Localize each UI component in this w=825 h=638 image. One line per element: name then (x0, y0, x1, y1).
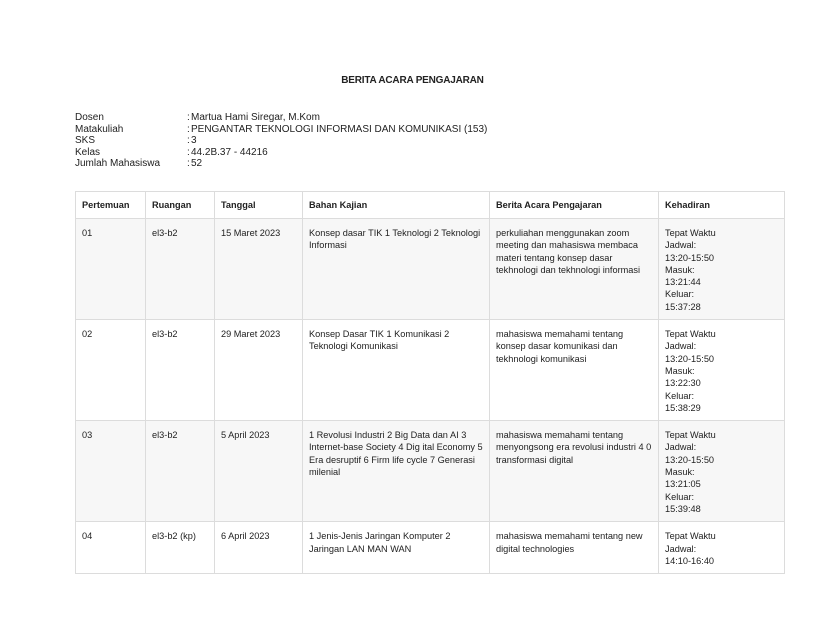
info-colon: : (187, 146, 190, 158)
kehadiran-line: Keluar: (665, 491, 695, 502)
info-value: 52 (191, 158, 203, 170)
cell-berita-acara: mahasiswa memahami tentang menyongsong era revolusi industri 4 0 transformasi digital (490, 421, 659, 522)
cell-kehadiran (659, 522, 785, 574)
header-bahan-kajian: Bahan Kajian (303, 192, 490, 219)
cell-kehadiran (659, 320, 785, 421)
teaching-record-table (75, 191, 785, 574)
kehadiran-line: 14:10-16:40 (665, 555, 715, 566)
kehadiran-line: Masuk: (665, 365, 695, 376)
info-label: SKS (75, 135, 96, 147)
header-tanggal: Tanggal (215, 192, 303, 219)
kehadiran-line: 13:20-15:50 (665, 353, 715, 364)
table-row (76, 522, 785, 574)
cell-tanggal: 5 April 2023 (215, 421, 303, 522)
cell-pertemuan: 01 (76, 219, 146, 320)
info-label: Kelas (75, 146, 101, 158)
header-berita-acara: Berita Acara Pengajaran (490, 192, 659, 219)
cell-ruangan: el3-b2 (146, 320, 215, 421)
info-row-kelas (75, 147, 487, 159)
cell-ruangan: el3-b2 (kp) (146, 522, 215, 574)
info-row-jumlah-mahasiswa (75, 158, 487, 170)
info-colon: : (187, 158, 190, 170)
info-colon: : (187, 112, 190, 123)
kehadiran-line: Jadwal: (665, 240, 697, 251)
info-value: Martua Hami Siregar, M.Kom (191, 112, 320, 123)
kehadiran-status: Tepat Waktu (665, 531, 716, 542)
document-title: BERITA ACARA PENGAJARAN (341, 75, 484, 86)
table-row (76, 421, 785, 522)
kehadiran-status: Tepat Waktu (665, 329, 716, 340)
info-row-sks (75, 135, 487, 147)
header-pertemuan: Pertemuan (76, 192, 146, 219)
info-value: 3 (191, 135, 197, 147)
table-header-row (76, 192, 785, 219)
info-row-dosen (75, 112, 487, 124)
kehadiran-line: 15:37:28 (665, 301, 701, 312)
cell-tanggal: 6 April 2023 (215, 522, 303, 574)
header-kehadiran: Kehadiran (659, 192, 785, 219)
kehadiran-line: 15:38:29 (665, 402, 701, 413)
kehadiran-line: Keluar: (665, 289, 695, 300)
kehadiran-line: Masuk: (665, 467, 695, 478)
cell-ruangan: el3-b2 (146, 421, 215, 522)
cell-pertemuan: 04 (76, 522, 146, 574)
kehadiran-line: 15:39:48 (665, 503, 701, 514)
kehadiran-line: Jadwal: (665, 543, 697, 554)
table-row (76, 219, 785, 320)
cell-ruangan: el3-b2 (146, 219, 215, 320)
kehadiran-line: 13:20-15:50 (665, 252, 715, 263)
cell-pertemuan: 03 (76, 421, 146, 522)
cell-bahan-kajian: Konsep dasar TIK 1 Teknologi 2 Teknologi Informasi (303, 219, 490, 320)
info-value: 44.2B.37 - 44216 (191, 146, 268, 158)
kehadiran-status: Tepat Waktu (665, 430, 716, 441)
course-info (75, 112, 487, 170)
kehadiran-line: 13:20-15:50 (665, 454, 715, 465)
cell-bahan-kajian: Konsep Dasar TIK 1 Komunikasi 2 Teknologi Komunikasi (303, 320, 490, 421)
kehadiran-line: Masuk: (665, 264, 695, 275)
kehadiran-line: 13:21:44 (665, 277, 701, 288)
info-label: Matakuliah (75, 123, 124, 135)
info-label: Jumlah Mahasiswa (75, 158, 161, 170)
cell-tanggal: 15 Maret 2023 (215, 219, 303, 320)
cell-bahan-kajian: 1 Revolusi Industri 2 Big Data dan AI 3 Internet-base Society 4 Dig ital Economy 5 Era desruptif 6 Firm life cycle 7 Generasi milenial (303, 421, 490, 522)
kehadiran-line: Jadwal: (665, 442, 697, 453)
cell-bahan-kajian: 1 Jenis-Jenis Jaringan Komputer 2 Jaringan LAN MAN WAN (303, 522, 490, 574)
header-ruangan: Ruangan (146, 192, 215, 219)
info-colon: : (187, 123, 190, 135)
info-row-matakuliah (75, 124, 487, 136)
table-row (76, 320, 785, 421)
cell-kehadiran (659, 421, 785, 522)
info-value: PENGANTAR TEKNOLOGI INFORMASI DAN KOMUNIKASI (153) (191, 123, 488, 135)
cell-berita-acara: mahasiswa memahami tentang new digital technologies (490, 522, 659, 574)
kehadiran-line: Keluar: (665, 390, 695, 401)
kehadiran-line: Jadwal: (665, 341, 697, 352)
cell-kehadiran (659, 219, 785, 320)
cell-pertemuan: 02 (76, 320, 146, 421)
info-colon: : (187, 135, 190, 147)
kehadiran-line: 13:21:05 (665, 479, 701, 490)
cell-berita-acara: perkuliahan menggunakan zoom meeting dan mahasiswa membaca materi tentang konsep dasar tekhnologi dan tekhnologi informasi (490, 219, 659, 320)
kehadiran-status: Tepat Waktu (665, 228, 716, 238)
info-label: Dosen (75, 112, 104, 123)
cell-berita-acara: mahasiswa memahami tentang konsep dasar komunikasi dan tekhnologi komunikasi (490, 320, 659, 421)
kehadiran-line: 13:22:30 (665, 378, 701, 389)
cell-tanggal: 29 Maret 2023 (215, 320, 303, 421)
